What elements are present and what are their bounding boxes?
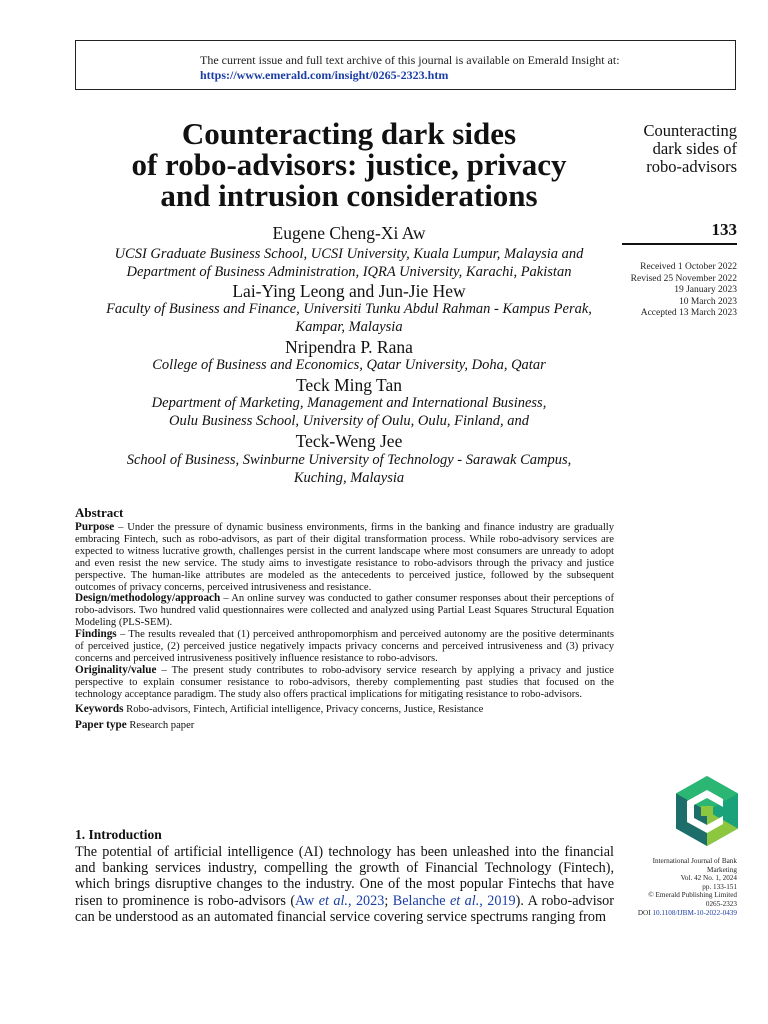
archive-notice-box [75,40,736,90]
keywords-label: Keywords [75,702,124,715]
citation-author: Belanche [392,892,450,909]
affiliation-line: Kuching, Malaysia [293,470,405,486]
history-line: Accepted 13 March 2023 [640,308,737,318]
title-line-1: Counteracting dark sides [181,116,517,151]
paper-type-label: Paper type [75,718,127,731]
abstract-design [75,593,614,629]
introduction-paragraph [75,844,614,925]
introduction-heading: 1. Introduction [75,827,162,842]
journal-info-line: 0265-2323 [705,899,737,908]
citation-year: , 2023 [347,892,385,909]
page-number: 133 [711,220,737,239]
citation-etal: et al. [318,892,348,909]
journal-info-line: Marketing [707,865,737,874]
purpose-text: – Under the pressure of dynamic business environments, firms in the banking and finance industry are gradually embracing Fintech, such as robo-advisors, as part of their digital transformation process. While robo-advisory services are expected to witness lucrative growth, challenges persist in the current landscape where most consumers are unready to adopt and even resist the new service. The study aims to investigate resistance to robo-advisors through the privacy and justice perspective. The human-like attributes are modeled as the antecedents to perceived justice, followed by the subsequent outcomes of privacy concerns, perceived intrusiveness and resistance. [75,522,614,593]
author-name: Lai-Ying Leong and Jun-Jie Hew [232,281,466,301]
citation-year: , 2019 [479,892,516,909]
abstract-body [75,522,614,731]
abstract-paper-type [75,720,614,732]
history-line: Revised 25 November 2022 [630,273,737,284]
title-line-2: of robo-advisors: justice, privacy [131,147,567,182]
design-label: Design/methodology/approach [75,592,221,605]
running-title-line: robo-advisors [646,157,737,176]
abstract-purpose [75,522,614,593]
findings-text: – The results revealed that (1) perceived anthropomorphism and perceived autonomy are the positive determinants of perceived justice, (2) perceived justice negatively impacts privacy concerns and perceived intrusiveness and (3) privacy concerns and perceived intrusiveness positively influence resistance to robo-advisors. [75,629,614,664]
history-line: 19 January 2023 [674,285,737,295]
author-affiliation [70,356,628,374]
intro-text: The potential of artificial intelligence (AI) technology has been unleashed into the financial and banking services industry, compelling the growth of Financial Technology (Fintech), which brings disruptive changes to the industry. One of the most popular Fintechs that have risen to prominence is robo-advisors ( [75,844,614,909]
affiliation-line: UCSI Graduate Business School, UCSI University, Kuala Lumpur, Malaysia and [114,246,584,262]
author-name: Eugene Cheng-Xi Aw [272,223,426,243]
citation-etal: et al. [449,892,480,909]
abstract-findings [75,629,614,665]
article-history [610,262,737,320]
history-line: 10 March 2023 [678,296,737,307]
affiliation-line: Faculty of Business and Finance, Universiti Tunku Abdul Rahman - Kampus Perak, [106,301,592,317]
intro-text: ). A robo-advisor can be understood as an automated financial service covering service spectrums ranging from [75,892,614,925]
running-title [622,122,737,176]
citation-aw-2023[interactable] [295,893,384,909]
affiliation-line: School of Business, Swinburne University of Technology - Sarawak Campus, [126,452,572,468]
author-affiliation [70,394,628,430]
abstract-heading: Abstract [75,505,124,520]
paper-title [75,118,623,211]
journal-info-line: pp. 133-151 [702,882,737,891]
page-number-rule [622,243,737,245]
author-name: Teck Ming Tan [295,375,403,395]
affiliation-line: Kampar, Malaysia [295,319,403,335]
affiliation-line: Department of Marketing, Management and International Business, [151,395,547,411]
author-affiliation [70,451,628,487]
author-name: Teck-Weng Jee [295,431,403,451]
author-name: Nripendra P. Rana [285,337,413,357]
author-affiliation [70,245,628,281]
introduction-body [75,844,614,925]
citation-belanche-2019[interactable] [393,893,516,909]
paper-type-text: Research paper [126,719,195,731]
author-affiliation [70,300,628,336]
running-title-line: dark sides of [652,139,737,158]
purpose-label: Purpose [75,521,115,533]
citation-separator: ; [384,892,393,909]
doi-line [626,909,737,918]
archive-url-link[interactable]: https://www.emerald.com/insight/0265-2323.htm [200,68,449,82]
journal-info-line: © Emerald Publishing Limited [648,891,737,900]
citation-author: Aw [295,892,319,909]
history-line: Received 1 October 2022 [640,262,737,272]
affiliation-line: Department of Business Administration, IQRA University, Karachi, Pakistan [126,264,572,280]
title-line-3: and intrusion considerations [160,178,538,213]
archive-notice-text: The current issue and full text archive of this journal is available on Emerald Insight at: [200,53,620,67]
journal-info [626,857,737,917]
findings-label: Findings [75,628,117,641]
design-text: – An online survey was conducted to gather consumer responses about their perceptions of robo-advisors. Two hundred valid questionnaires were collected and analyzed using Partial Least Squares Structural Equation Modeling (PLS-SEM). [75,593,614,629]
keywords-text: Robo-advisors, Fintech, Artificial intelligence, Privacy concerns, Justice, Resistance [123,703,484,715]
originality-label: Originality/value [75,663,157,676]
affiliation-line: College of Business and Economics, Qatar University, Doha, Qatar [152,357,546,373]
originality-text: – The present study contributes to robo-advisory service research by applying a privacy and justice perspective to explain consumer resistance to robo-advisors, thereby complementing past studies that focused on the technology acceptance paradigm. The study also offers practical implications for mitigating resistance to robo-advisors. [75,664,614,700]
doi-label: DOI [637,908,653,917]
abstract-originality [75,665,614,701]
abstract-keywords [75,704,614,716]
archive-notice [200,53,620,83]
affiliation-line: Oulu Business School, University of Oulu, Oulu, Finland, and [168,413,530,429]
journal-info-line: International Journal of Bank [652,857,737,865]
journal-info-line: Vol. 42 No. 1, 2024 [680,874,737,883]
doi-link[interactable]: 10.1108/IJBM-10-2022-0439 [652,908,737,917]
emerald-publishing-logo [676,776,738,846]
running-title-line: Counteracting [643,121,737,140]
